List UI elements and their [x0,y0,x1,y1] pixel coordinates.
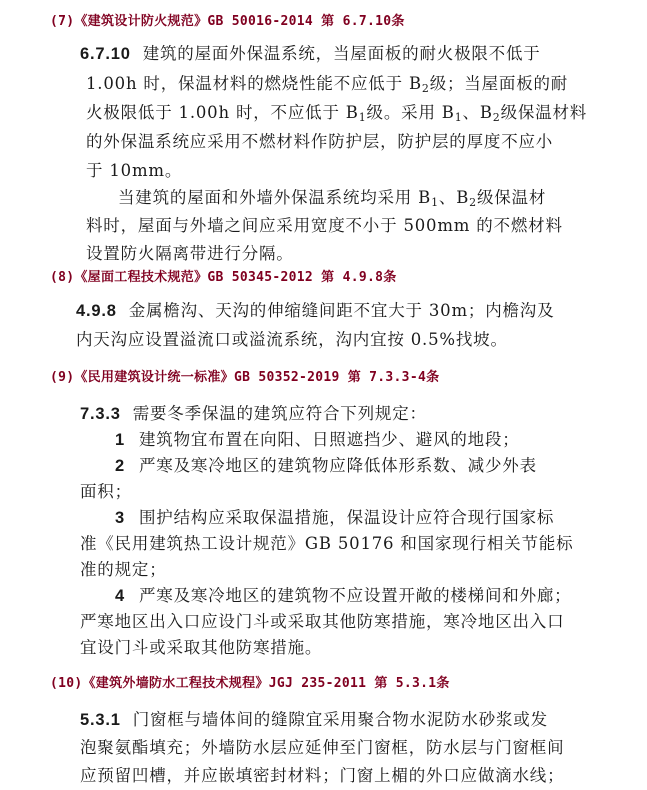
section-heading-7: (7)《建筑设计防火规范》GB 50016-2014 第 6.7.10条 [50,14,405,29]
text-line: 料时，屋面与外墙之间应采用宽度不小于 500mm 的不燃材料 [86,216,563,235]
text-line: 4.9.8 金属檐沟、天沟的伸缩缝间距不宜大于 30m；内檐沟及 [76,301,555,320]
text-line: 当建筑的屋面和外墙外保温系统均采用 $B_1$、$B_2$级保温材 [118,188,547,209]
text-line: 泡聚氨酯填充；外墙防水层应延伸至门窗框，防水层与门窗框间 [80,738,565,757]
text-line: 准《民用建筑热工设计规范》GB 50176 和国家现行相关节能标 [80,534,574,553]
text-line: 7.3.3 需要冬季保温的建筑应符合下列规定： [80,404,427,423]
section-heading-9: (9)《民用建筑设计统一标准》GB 50352-2019 第 7.3.3-4条 [50,370,440,385]
text-line: 严寒地区出入口应设门斗或采取其他防寒措施，寒冷地区出入口 [80,612,565,631]
text-line: 宜设门斗或采取其他防寒措施。 [80,638,323,657]
clause-number: 5.3.1 [80,711,121,729]
text-line: 1.00h 时，保温材料的燃烧性能不应低于 $B_2$级；当屋面板的耐 [86,74,569,95]
item-number: 3 [115,509,125,527]
item-number: 1 [115,431,125,449]
list-item: 3 围护结构应采取保温措施，保温设计应符合现行国家标 [115,508,555,527]
text-line: 5.3.1 门窗框与墙体间的缝隙宜采用聚合物水泥防水砂浆或发 [80,710,548,729]
clause-number: 4.9.8 [76,302,117,320]
list-item: 2 严寒及寒冷地区的建筑物应降低体形系数、减少外表 [115,456,537,475]
item-number: 4 [115,587,125,605]
text-line: 内天沟应设置溢流口或溢流系统，沟内宜按 0.5%找坡。 [76,330,508,349]
list-item: 1 建筑物宜布置在向阳、日照遮挡少、避风的地段； [115,430,520,449]
item-number: 2 [115,457,125,475]
text-line: 6.7.10 建筑的屋面外保温系统，当屋面板的耐火极限不低于 [80,44,541,63]
text-line: 面积； [80,482,132,501]
list-item: 4 严寒及寒冷地区的建筑物不应设置开敞的楼梯间和外廊； [115,586,572,605]
text-line: 的外保温系统应采用不燃材料作防护层，防护层的厚度不应小 [86,132,554,151]
text-line: 准的规定； [80,560,167,579]
section-heading-10: (10)《建筑外墙防水工程技术规程》JGJ 235-2011 第 5.3.1条 [50,676,450,691]
section-heading-8: (8)《屋面工程技术规范》GB 50345-2012 第 4.9.8条 [50,270,397,285]
text-line: 应预留凹槽，并应嵌填密封材料；门窗上楣的外口应做滴水线； [80,766,565,785]
text-line: 于 10mm。 [86,161,183,180]
text-line: 火极限低于 1.00h 时，不应低于 $B_1$级。采用 $B_1$、$B_2$级保温材料 [86,103,588,124]
text-line: 设置防火隔离带进行分隔。 [86,244,294,263]
clause-number: 7.3.3 [80,405,121,423]
clause-number: 6.7.10 [80,45,131,63]
